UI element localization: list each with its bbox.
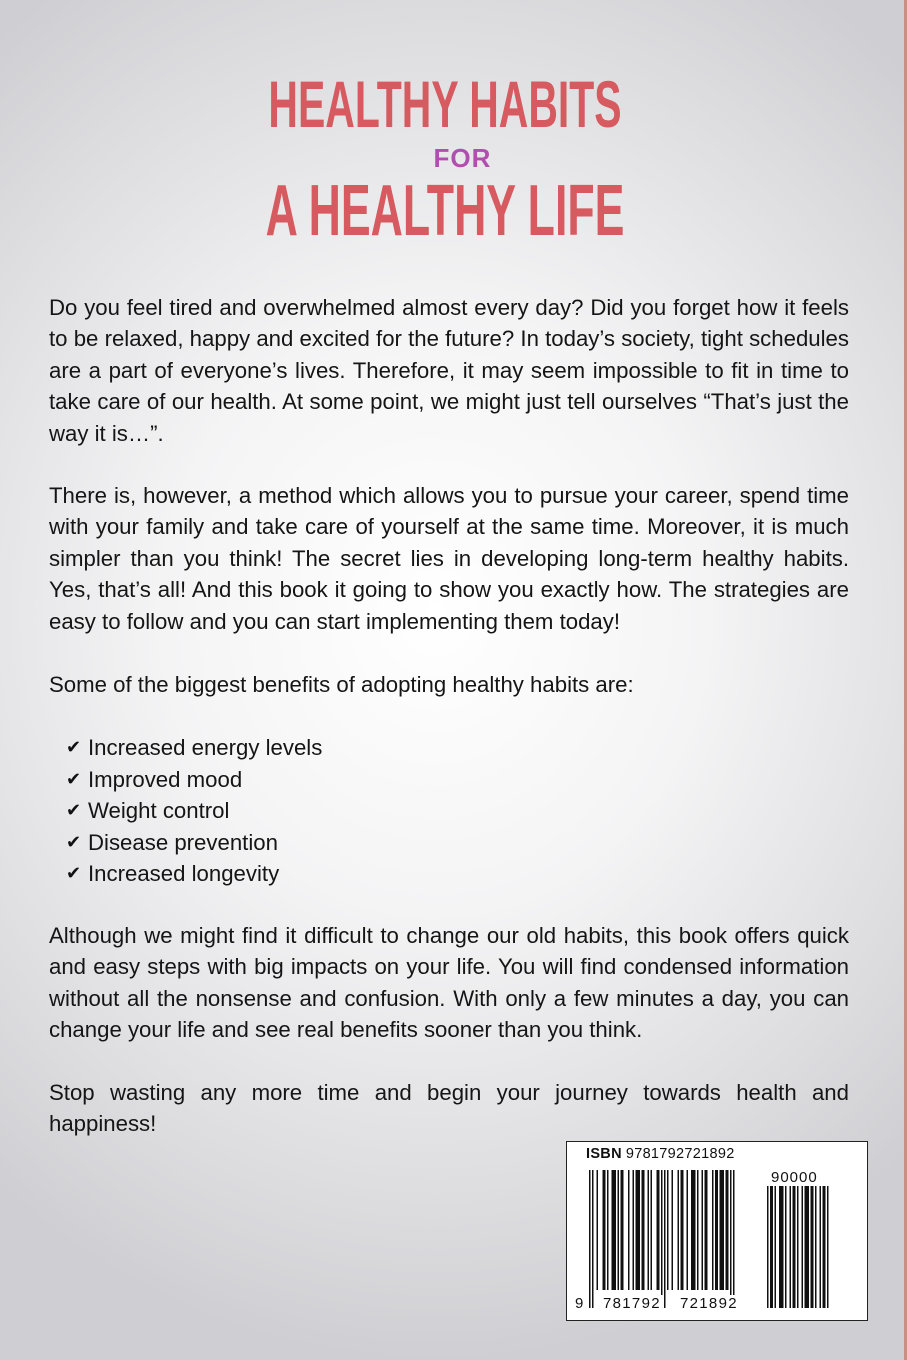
check-mark-icon: ✔	[66, 831, 82, 852]
paragraph-benefits-intro: Some of the biggest benefits of adopting healthy habits are:	[49, 672, 634, 697]
barcode-digit-first: 9	[575, 1295, 585, 1312]
barcode-digits-left: 781792	[603, 1295, 661, 1312]
check-mark-icon: ✔	[66, 737, 82, 757]
barcode-addon-bars	[767, 1186, 853, 1308]
list-item: ✔ Disease prevention	[66, 827, 322, 859]
benefits-list	[66, 732, 322, 890]
isbn-number: 9781792721892	[625, 1146, 735, 1162]
paragraph-intro: Do you feel tired and overwhelmed almost every day? Did you forget how it feels to be relaxed, happy and excited for the future? In today’s society, tight schedules are a part of everyone’s lives. Therefore, it may seem impossible to fit in time to take care of our health. At some point, we might just tell ourselves “That’s just the way it is…”.	[49, 295, 849, 446]
isbn-barcode	[566, 1141, 868, 1321]
title-line-2: A HEALTHY LIFE	[265, 171, 625, 251]
barcode-digits-right: 721892	[680, 1295, 738, 1312]
title-line-1: HEALTHY HABITS	[268, 67, 622, 141]
paragraph-call-to-action: Stop wasting any more time and begin your journey towards health and happiness!	[49, 1080, 849, 1137]
title-for: FOR	[433, 143, 492, 173]
isbn-prefix: ISBN	[586, 1146, 622, 1162]
paragraph-closing: Although we might find it difficult to change our old habits, this book offers quick and easy steps with big impacts on your life. You will find condensed information without all the nonsense and confusion. With only a few minutes a day, you can change your life and see real benefits sooner than you think.	[49, 923, 849, 1043]
barcode-bars	[589, 1170, 759, 1308]
list-item: ✔ Weight control	[66, 795, 322, 827]
list-item: ✔ Increased energy levels	[66, 732, 322, 764]
list-item: ✔ Increased longevity	[66, 858, 322, 890]
check-mark-icon: ✔	[66, 863, 82, 883]
paragraph-method: There is, however, a method which allows you to pursue your career, spend time with your family and take care of yourself at the same time. Moreover, it is much simpler than you think! The secret lies in developing long-term healthy habits. Yes, that’s all! And this book it going to show you exactly how. The strategies are easy to follow and you can start implementing them today!	[49, 483, 849, 634]
isbn-label	[586, 1146, 735, 1162]
barcode-addon-number: 90000	[771, 1169, 818, 1186]
list-item: ✔ Improved mood	[66, 764, 322, 796]
check-mark-icon: ✔	[66, 800, 82, 820]
check-mark-icon: ✔	[66, 768, 82, 789]
